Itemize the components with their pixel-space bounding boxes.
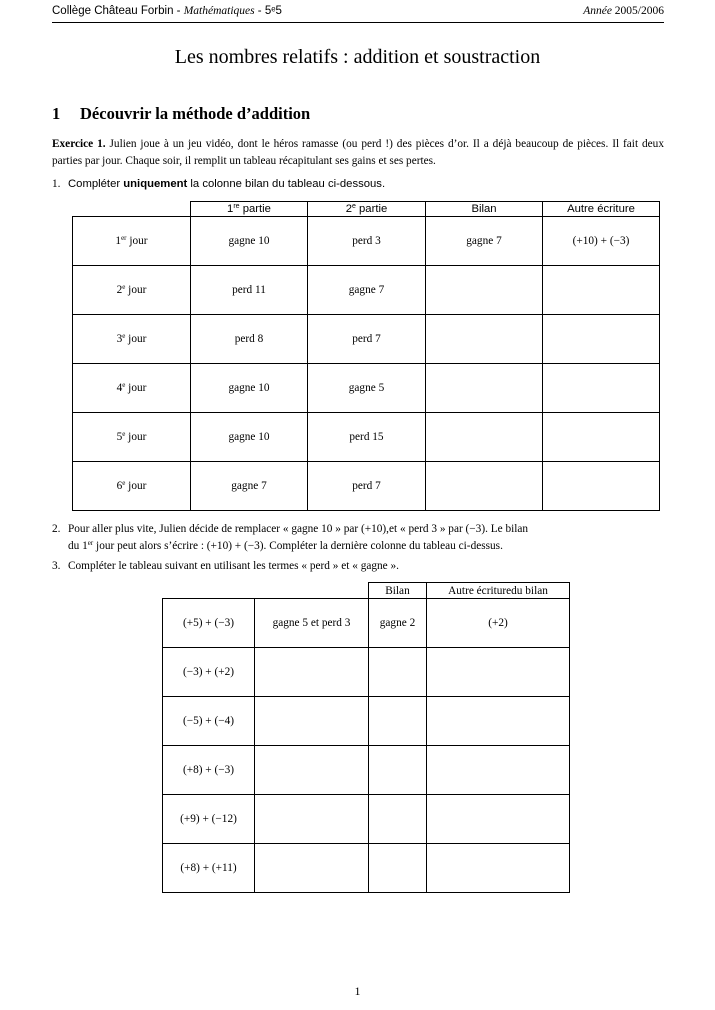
cell-words[interactable]	[255, 844, 369, 893]
sums-table	[162, 582, 570, 893]
cell-game-1: gagne 10	[191, 364, 308, 413]
row-day: 1er jour	[73, 217, 191, 266]
table-row	[163, 648, 570, 697]
table-header-row	[73, 202, 660, 217]
cell-bilan[interactable]: gagne 7	[426, 217, 543, 266]
cell-game-2: gagne 5	[308, 364, 426, 413]
col-header-bilan: Bilan	[369, 583, 427, 599]
cell-bilan[interactable]	[369, 746, 427, 795]
cell-words[interactable]: gagne 5 et perd 3	[255, 599, 369, 648]
table-header-row	[163, 583, 570, 599]
exercise-text: Julien joue à un jeu vidéo, dont le héros ramasse (ou perd !) des pièces d’or. Il a déjà beaucoup de pièces. Il fait deux parties par jour. Chaque soir, il remplit un tableau récapitulant ses gains et ses pertes.	[52, 138, 664, 167]
cell-bilan[interactable]	[369, 795, 427, 844]
cell-other[interactable]	[543, 315, 660, 364]
col-header-game-1: 1re partie	[191, 202, 308, 217]
cell-expression: (−5) + (−4)	[163, 697, 255, 746]
cell-expression: (+5) + (−3)	[163, 599, 255, 648]
page-number: 1	[354, 984, 361, 998]
table-row	[73, 413, 660, 462]
table-row	[163, 844, 570, 893]
cell-other[interactable]	[543, 364, 660, 413]
question-text: la colonne bilan du tableau ci-dessous.	[187, 178, 386, 190]
section-title: Découvrir la méthode d’addition	[80, 104, 311, 123]
cell-other[interactable]	[427, 844, 570, 893]
cell-other[interactable]	[543, 413, 660, 462]
cell-bilan[interactable]	[369, 697, 427, 746]
cell-expression: (+8) + (−3)	[163, 746, 255, 795]
exercise-statement	[52, 136, 664, 170]
cell-words[interactable]	[255, 648, 369, 697]
table-row	[163, 599, 570, 648]
question-number: 3.	[52, 560, 61, 572]
question-text: Compléter le tableau suivant en utilisant les termes « perd » et « gagne ».	[68, 560, 399, 572]
cell-bilan[interactable]	[426, 364, 543, 413]
class-name: 5ᵉ5	[264, 5, 282, 17]
cell-expression: (−3) + (+2)	[163, 648, 255, 697]
col-header-other: Autre écrituredu bilan	[427, 583, 570, 599]
header-separator: -	[254, 5, 265, 17]
row-day: 3e jour	[73, 315, 191, 364]
cell-game-2: gagne 7	[308, 266, 426, 315]
school-year: 2005/2006	[611, 5, 664, 17]
table-row	[163, 746, 570, 795]
cell-bilan[interactable]	[369, 648, 427, 697]
table-row	[73, 217, 660, 266]
cell-bilan[interactable]	[426, 315, 543, 364]
cell-game-1: gagne 10	[191, 413, 308, 462]
year-label: Année	[583, 5, 612, 17]
col-header-bilan: Bilan	[426, 202, 543, 217]
table-row	[163, 697, 570, 746]
header-left	[52, 5, 282, 17]
cell-game-2: perd 7	[308, 462, 426, 511]
cell-bilan[interactable]: gagne 2	[369, 599, 427, 648]
cell-other[interactable]: (+2)	[427, 599, 570, 648]
cell-game-1: perd 11	[191, 266, 308, 315]
row-day: 2e jour	[73, 266, 191, 315]
exercise-label: Exercice 1.	[52, 138, 106, 150]
cell-bilan[interactable]	[426, 462, 543, 511]
header-rule	[52, 22, 664, 23]
question-text: Pour aller plus vite, Julien décide de remplacer « gagne 10 » par (+10),et « perd 3 » par (−3). Le bilan du 1er jour peut alors s’écrire : (+10) + (−3). Compléter la dernière colonne du tableau ci-dessus.	[68, 523, 529, 552]
cell-words[interactable]	[255, 697, 369, 746]
col-header-other: Autre écriture	[543, 202, 660, 217]
question-number: 2.	[52, 523, 61, 535]
cell-expression: (+9) + (−12)	[163, 795, 255, 844]
cell-bilan[interactable]	[369, 844, 427, 893]
cell-game-1: gagne 10	[191, 217, 308, 266]
row-day: 5e jour	[73, 413, 191, 462]
cell-other[interactable]	[427, 697, 570, 746]
section-heading	[52, 104, 310, 124]
cell-expression: (+8) + (+11)	[163, 844, 255, 893]
cell-game-1: gagne 7	[191, 462, 308, 511]
header-right	[583, 5, 664, 17]
question-emphasis: uniquement	[123, 178, 188, 190]
table-row	[163, 795, 570, 844]
cell-game-1: perd 8	[191, 315, 308, 364]
section-number: 1	[52, 104, 61, 123]
cell-other[interactable]: (+10) + (−3)	[543, 217, 660, 266]
cell-game-2: perd 7	[308, 315, 426, 364]
cell-words[interactable]	[255, 746, 369, 795]
cell-other[interactable]	[427, 648, 570, 697]
subject-name: Mathématiques	[183, 5, 255, 17]
table-row	[73, 364, 660, 413]
col-header-game-2: 2e partie	[308, 202, 426, 217]
cell-words[interactable]	[255, 795, 369, 844]
question-text: Compléter	[68, 178, 124, 190]
cell-bilan[interactable]	[426, 413, 543, 462]
cell-other[interactable]	[543, 266, 660, 315]
cell-game-2: perd 3	[308, 217, 426, 266]
cell-other[interactable]	[427, 746, 570, 795]
cell-other[interactable]	[543, 462, 660, 511]
header-separator: -	[173, 5, 184, 17]
cell-game-2: perd 15	[308, 413, 426, 462]
table-row	[73, 266, 660, 315]
cell-other[interactable]	[427, 795, 570, 844]
cell-bilan[interactable]	[426, 266, 543, 315]
page-title: Les nombres relatifs : addition et soustraction	[174, 46, 541, 68]
row-day: 6e jour	[73, 462, 191, 511]
table-row	[73, 315, 660, 364]
school-name: Collège Château Forbin	[52, 5, 174, 17]
gains-table	[72, 201, 660, 511]
row-day: 4e jour	[73, 364, 191, 413]
question-number: 1.	[52, 178, 61, 190]
table-row	[73, 462, 660, 511]
